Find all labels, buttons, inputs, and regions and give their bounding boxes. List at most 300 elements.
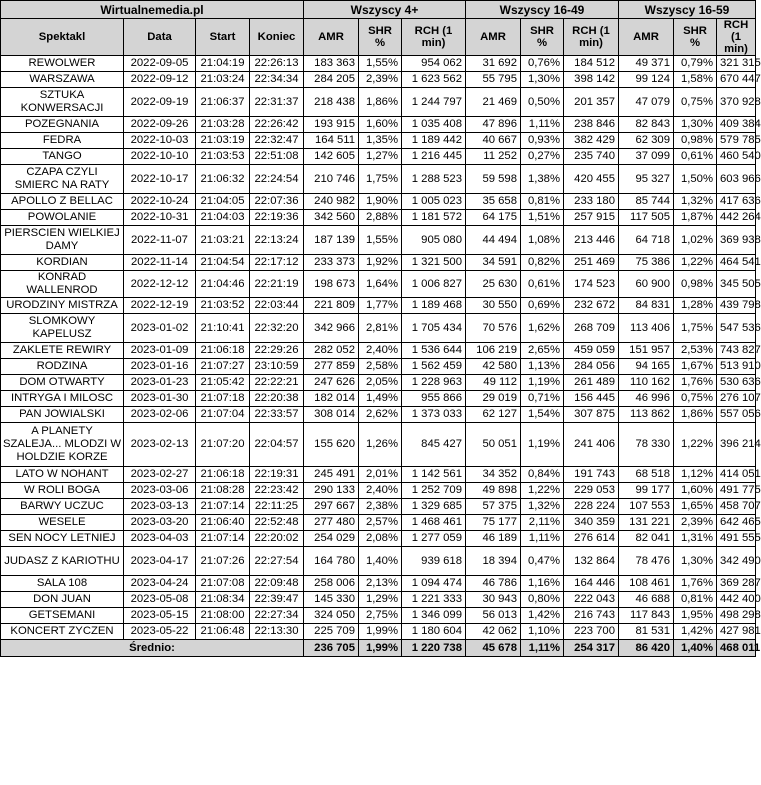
cell-rch: 579 785 <box>717 133 756 149</box>
cell-amr: 342 560 <box>304 210 359 226</box>
cell-end: 22:32:47 <box>250 133 304 149</box>
cell-amr: 155 620 <box>304 423 359 467</box>
cell-rch: 284 056 <box>564 359 619 375</box>
cell-shr: 1,67% <box>674 359 717 375</box>
cell-amr: 145 330 <box>304 592 359 608</box>
table-row <box>1 359 756 375</box>
cell-shr: 1,35% <box>359 133 402 149</box>
cell-start: 21:08:00 <box>196 608 250 624</box>
cell-rch: 232 672 <box>564 298 619 314</box>
cell-shr: 2,57% <box>359 515 402 531</box>
cell-rch: 184 512 <box>564 56 619 72</box>
cell-rch: 530 636 <box>717 375 756 391</box>
table-row <box>1 133 756 149</box>
cell-rch: 460 540 <box>717 149 756 165</box>
cell-start: 21:04:03 <box>196 210 250 226</box>
cell-shr: 0,84% <box>521 467 564 483</box>
cell-shr: 1,62% <box>521 314 564 343</box>
cell-end: 22:52:48 <box>250 515 304 531</box>
cell-shr: 1,40% <box>359 547 402 576</box>
cell-title: W ROLI BOGA <box>1 483 124 499</box>
cell-shr: 1,90% <box>359 194 402 210</box>
cell-title: KONRAD WALLENROD <box>1 271 124 298</box>
cell-title: ZAKLETE REWIRY <box>1 343 124 359</box>
cell-end: 22:32:20 <box>250 314 304 343</box>
cell-date: 2022-10-24 <box>124 194 196 210</box>
cell-amr: 82 843 <box>619 117 674 133</box>
cell-shr: 1,58% <box>674 72 717 88</box>
cell-shr: 1,02% <box>674 226 717 255</box>
cell-rch: 1 189 468 <box>402 298 466 314</box>
cell-date: 2023-03-06 <box>124 483 196 499</box>
cell-rch: 1 244 797 <box>402 88 466 117</box>
cell-end: 22:13:30 <box>250 624 304 640</box>
cell-start: 21:07:14 <box>196 499 250 515</box>
cell-rch: 955 866 <box>402 391 466 407</box>
average-value: 1,99% <box>359 640 402 657</box>
cell-end: 22:21:19 <box>250 271 304 298</box>
cell-shr: 1,30% <box>674 117 717 133</box>
cell-shr: 1,76% <box>674 576 717 592</box>
cell-shr: 1,95% <box>674 608 717 624</box>
cell-amr: 34 591 <box>466 255 521 271</box>
cell-date: 2022-09-12 <box>124 72 196 88</box>
cell-rch: 670 447 <box>717 72 756 88</box>
cell-rch: 216 743 <box>564 608 619 624</box>
cell-start: 21:06:32 <box>196 165 250 194</box>
cell-shr: 0,69% <box>521 298 564 314</box>
cell-rch: 191 743 <box>564 467 619 483</box>
cell-rch: 1 181 572 <box>402 210 466 226</box>
cell-shr: 1,86% <box>359 88 402 117</box>
cell-start: 21:03:28 <box>196 117 250 133</box>
cell-end: 22:26:42 <box>250 117 304 133</box>
source-header: Wirtualnemedia.pl <box>1 1 304 19</box>
cell-shr: 1,29% <box>359 592 402 608</box>
col-header-shr: SHR % <box>521 19 564 56</box>
table-row <box>1 226 756 255</box>
cell-title: DON JUAN <box>1 592 124 608</box>
cell-amr: 11 252 <box>466 149 521 165</box>
cell-rch: 1 288 523 <box>402 165 466 194</box>
cell-shr: 1,12% <box>674 467 717 483</box>
cell-start: 21:05:42 <box>196 375 250 391</box>
cell-start: 21:07:20 <box>196 423 250 467</box>
cell-date: 2023-01-23 <box>124 375 196 391</box>
cell-shr: 1,42% <box>674 624 717 640</box>
cell-rch: 513 910 <box>717 359 756 375</box>
cell-title: WESELE <box>1 515 124 531</box>
cell-shr: 1,42% <box>521 608 564 624</box>
table-row <box>1 149 756 165</box>
cell-rch: 1 623 562 <box>402 72 466 88</box>
cell-start: 21:06:48 <box>196 624 250 640</box>
cell-date: 2023-04-24 <box>124 576 196 592</box>
cell-amr: 78 330 <box>619 423 674 467</box>
cell-date: 2023-05-08 <box>124 592 196 608</box>
cell-shr: 1,65% <box>674 499 717 515</box>
table-row <box>1 576 756 592</box>
table-row <box>1 298 756 314</box>
cell-end: 22:34:34 <box>250 72 304 88</box>
cell-start: 21:07:27 <box>196 359 250 375</box>
cell-rch: 261 489 <box>564 375 619 391</box>
col-header-date: Data <box>124 19 196 56</box>
average-value: 1,11% <box>521 640 564 657</box>
col-header-shr: SHR % <box>359 19 402 56</box>
cell-start: 21:06:18 <box>196 467 250 483</box>
cell-title: INTRYGA I MILOSC <box>1 391 124 407</box>
cell-amr: 55 795 <box>466 72 521 88</box>
cell-shr: 0,79% <box>674 56 717 72</box>
cell-shr: 0,71% <box>521 391 564 407</box>
cell-amr: 221 809 <box>304 298 359 314</box>
cell-amr: 40 667 <box>466 133 521 149</box>
cell-rch: 235 740 <box>564 149 619 165</box>
cell-date: 2023-01-30 <box>124 391 196 407</box>
cell-date: 2022-11-14 <box>124 255 196 271</box>
cell-amr: 82 041 <box>619 531 674 547</box>
cell-shr: 0,76% <box>521 56 564 72</box>
cell-rch: 743 827 <box>717 343 756 359</box>
cell-shr: 0,81% <box>521 194 564 210</box>
cell-amr: 75 177 <box>466 515 521 531</box>
cell-amr: 46 786 <box>466 576 521 592</box>
cell-amr: 35 658 <box>466 194 521 210</box>
cell-rch: 268 709 <box>564 314 619 343</box>
cell-shr: 1,22% <box>674 423 717 467</box>
cell-amr: 290 133 <box>304 483 359 499</box>
cell-amr: 164 511 <box>304 133 359 149</box>
cell-amr: 68 518 <box>619 467 674 483</box>
cell-shr: 1,75% <box>674 314 717 343</box>
table-row <box>1 255 756 271</box>
average-value: 45 678 <box>466 640 521 657</box>
cell-amr: 47 079 <box>619 88 674 117</box>
cell-shr: 2,62% <box>359 407 402 423</box>
cell-rch: 276 614 <box>564 531 619 547</box>
cell-end: 22:07:36 <box>250 194 304 210</box>
cell-shr: 1,51% <box>521 210 564 226</box>
cell-rch: 396 214 <box>717 423 756 467</box>
cell-amr: 60 900 <box>619 271 674 298</box>
cell-amr: 117 843 <box>619 608 674 624</box>
cell-rch: 417 636 <box>717 194 756 210</box>
cell-shr: 1,30% <box>674 547 717 576</box>
cell-shr: 2,08% <box>359 531 402 547</box>
cell-start: 21:08:28 <box>196 483 250 499</box>
cell-rch: 369 938 <box>717 226 756 255</box>
cell-shr: 0,81% <box>674 592 717 608</box>
cell-title: SALA 108 <box>1 576 124 592</box>
average-value: 236 705 <box>304 640 359 657</box>
cell-shr: 1,30% <box>521 72 564 88</box>
cell-shr: 1,13% <box>521 359 564 375</box>
cell-end: 22:19:31 <box>250 467 304 483</box>
table-row <box>1 531 756 547</box>
cell-shr: 2,88% <box>359 210 402 226</box>
table-row <box>1 56 756 72</box>
cell-shr: 1,19% <box>521 375 564 391</box>
cell-amr: 49 898 <box>466 483 521 499</box>
cell-title: PAN JOWIALSKI <box>1 407 124 423</box>
cell-rch: 241 406 <box>564 423 619 467</box>
cell-shr: 1,75% <box>359 165 402 194</box>
cell-title: APOLLO Z BELLAC <box>1 194 124 210</box>
cell-rch: 557 056 <box>717 407 756 423</box>
cell-end: 22:31:37 <box>250 88 304 117</box>
cell-title: BARWY UCZUC <box>1 499 124 515</box>
cell-shr: 2,81% <box>359 314 402 343</box>
cell-end: 22:51:08 <box>250 149 304 165</box>
cell-amr: 64 175 <box>466 210 521 226</box>
table-row <box>1 117 756 133</box>
cell-shr: 1,16% <box>521 576 564 592</box>
cell-date: 2023-02-06 <box>124 407 196 423</box>
cell-shr: 0,61% <box>521 271 564 298</box>
cell-shr: 1,77% <box>359 298 402 314</box>
cell-rch: 442 264 <box>717 210 756 226</box>
cell-start: 21:06:37 <box>196 88 250 117</box>
cell-rch: 229 053 <box>564 483 619 499</box>
cell-shr: 0,80% <box>521 592 564 608</box>
cell-shr: 1,08% <box>521 226 564 255</box>
cell-amr: 245 491 <box>304 467 359 483</box>
cell-shr: 1,38% <box>521 165 564 194</box>
cell-title: SEN NOCY LETNIEJ <box>1 531 124 547</box>
cell-shr: 1,87% <box>674 210 717 226</box>
cell-rch: 370 928 <box>717 88 756 117</box>
cell-amr: 46 189 <box>466 531 521 547</box>
cell-rch: 164 446 <box>564 576 619 592</box>
cell-amr: 113 862 <box>619 407 674 423</box>
cell-amr: 64 718 <box>619 226 674 255</box>
cell-end: 22:24:54 <box>250 165 304 194</box>
cell-title: FEDRA <box>1 133 124 149</box>
cell-date: 2022-12-12 <box>124 271 196 298</box>
cell-amr: 258 006 <box>304 576 359 592</box>
cell-shr: 1,32% <box>674 194 717 210</box>
cell-shr: 1,11% <box>521 531 564 547</box>
cell-amr: 21 469 <box>466 88 521 117</box>
cell-date: 2022-11-07 <box>124 226 196 255</box>
cell-date: 2022-09-19 <box>124 88 196 117</box>
cell-shr: 1,64% <box>359 271 402 298</box>
cell-shr: 0,98% <box>674 271 717 298</box>
table-row <box>1 375 756 391</box>
cell-amr: 247 626 <box>304 375 359 391</box>
cell-rch: 939 618 <box>402 547 466 576</box>
cell-amr: 50 051 <box>466 423 521 467</box>
cell-start: 21:04:54 <box>196 255 250 271</box>
cell-shr: 1,50% <box>674 165 717 194</box>
cell-rch: 547 536 <box>717 314 756 343</box>
cell-shr: 2,13% <box>359 576 402 592</box>
cell-rch: 1 006 827 <box>402 271 466 298</box>
cell-shr: 1,27% <box>359 149 402 165</box>
cell-date: 2023-01-09 <box>124 343 196 359</box>
cell-shr: 2,40% <box>359 483 402 499</box>
table-row <box>1 547 756 576</box>
cell-title: TANGO <box>1 149 124 165</box>
cell-date: 2022-10-17 <box>124 165 196 194</box>
cell-amr: 57 375 <box>466 499 521 515</box>
cell-date: 2023-04-03 <box>124 531 196 547</box>
cell-date: 2023-03-20 <box>124 515 196 531</box>
table-row <box>1 483 756 499</box>
cell-title: KONCERT ZYCZEN <box>1 624 124 640</box>
cell-rch: 458 707 <box>717 499 756 515</box>
cell-amr: 29 019 <box>466 391 521 407</box>
cell-rch: 459 059 <box>564 343 619 359</box>
cell-date: 2022-09-05 <box>124 56 196 72</box>
group-header-all-4plus: Wszyscy 4+ <box>304 1 466 19</box>
cell-rch: 442 400 <box>717 592 756 608</box>
cell-date: 2023-03-13 <box>124 499 196 515</box>
cell-title: CZAPA CZYLI SMIERC NA RATY <box>1 165 124 194</box>
cell-shr: 1,86% <box>674 407 717 423</box>
cell-rch: 345 505 <box>717 271 756 298</box>
cell-rch: 382 429 <box>564 133 619 149</box>
cell-amr: 277 859 <box>304 359 359 375</box>
cell-amr: 59 598 <box>466 165 521 194</box>
col-header-rch: RCH (1 min) <box>717 19 756 56</box>
cell-title: LATO W NOHANT <box>1 467 124 483</box>
cell-date: 2022-10-03 <box>124 133 196 149</box>
cell-shr: 2,58% <box>359 359 402 375</box>
cell-date: 2022-09-26 <box>124 117 196 133</box>
cell-amr: 81 531 <box>619 624 674 640</box>
cell-amr: 225 709 <box>304 624 359 640</box>
cell-shr: 2,53% <box>674 343 717 359</box>
average-label: Średnio: <box>1 640 304 657</box>
cell-start: 21:07:18 <box>196 391 250 407</box>
cell-shr: 1,60% <box>359 117 402 133</box>
cell-amr: 99 124 <box>619 72 674 88</box>
cell-date: 2023-01-16 <box>124 359 196 375</box>
table-row <box>1 343 756 359</box>
cell-rch: 1 346 099 <box>402 608 466 624</box>
cell-start: 21:04:19 <box>196 56 250 72</box>
cell-shr: 1,22% <box>674 255 717 271</box>
cell-amr: 107 553 <box>619 499 674 515</box>
cell-end: 22:03:44 <box>250 298 304 314</box>
average-row <box>1 640 756 657</box>
cell-rch: 251 469 <box>564 255 619 271</box>
table-body <box>1 56 761 640</box>
cell-end: 22:17:12 <box>250 255 304 271</box>
cell-amr: 30 943 <box>466 592 521 608</box>
cell-end: 22:22:21 <box>250 375 304 391</box>
cell-amr: 308 014 <box>304 407 359 423</box>
cell-amr: 70 576 <box>466 314 521 343</box>
average-value: 254 317 <box>564 640 619 657</box>
cell-rch: 603 966 <box>717 165 756 194</box>
cell-shr: 2,05% <box>359 375 402 391</box>
cell-shr: 2,75% <box>359 608 402 624</box>
cell-rch: 1 329 685 <box>402 499 466 515</box>
cell-rch: 1 094 474 <box>402 576 466 592</box>
cell-title: RODZINA <box>1 359 124 375</box>
col-header-amr: AMR <box>466 19 521 56</box>
col-header-rch: RCH (1 min) <box>402 19 466 56</box>
cell-shr: 2,01% <box>359 467 402 483</box>
cell-shr: 2,38% <box>359 499 402 515</box>
cell-amr: 99 177 <box>619 483 674 499</box>
cell-amr: 187 139 <box>304 226 359 255</box>
cell-rch: 491 775 <box>717 483 756 499</box>
cell-shr: 0,93% <box>521 133 564 149</box>
cell-shr: 0,47% <box>521 547 564 576</box>
cell-rch: 369 287 <box>717 576 756 592</box>
cell-shr: 0,61% <box>674 149 717 165</box>
cell-rch: 464 541 <box>717 255 756 271</box>
cell-rch: 420 455 <box>564 165 619 194</box>
cell-end: 22:29:26 <box>250 343 304 359</box>
cell-rch: 1 005 023 <box>402 194 466 210</box>
table-row <box>1 499 756 515</box>
cell-rch: 1 277 059 <box>402 531 466 547</box>
cell-title: URODZINY MISTRZA <box>1 298 124 314</box>
cell-start: 21:03:53 <box>196 149 250 165</box>
cell-shr: 1,92% <box>359 255 402 271</box>
col-header-amr: AMR <box>304 19 359 56</box>
cell-amr: 78 476 <box>619 547 674 576</box>
cell-date: 2023-05-22 <box>124 624 196 640</box>
cell-date: 2023-04-17 <box>124 547 196 576</box>
table-row <box>1 88 756 117</box>
cell-amr: 47 896 <box>466 117 521 133</box>
cell-rch: 276 107 <box>717 391 756 407</box>
cell-rch: 409 384 <box>717 117 756 133</box>
cell-amr: 37 099 <box>619 149 674 165</box>
cell-rch: 340 359 <box>564 515 619 531</box>
cell-rch: 342 490 <box>717 547 756 576</box>
cell-shr: 1,32% <box>521 499 564 515</box>
cell-rch: 201 357 <box>564 88 619 117</box>
cell-shr: 1,31% <box>674 531 717 547</box>
col-header-amr: AMR <box>619 19 674 56</box>
cell-title: POWOLANIE <box>1 210 124 226</box>
cell-amr: 49 371 <box>619 56 674 72</box>
average-value: 86 420 <box>619 640 674 657</box>
cell-title: WARSZAWA <box>1 72 124 88</box>
cell-amr: 30 550 <box>466 298 521 314</box>
cell-end: 22:27:34 <box>250 608 304 624</box>
cell-title: DOM OTWARTY <box>1 375 124 391</box>
cell-start: 21:06:40 <box>196 515 250 531</box>
group-header-row <box>1 1 756 19</box>
table-row <box>1 608 756 624</box>
cell-rch: 132 864 <box>564 547 619 576</box>
cell-amr: 297 667 <box>304 499 359 515</box>
cell-shr: 1,60% <box>674 483 717 499</box>
cell-amr: 85 744 <box>619 194 674 210</box>
cell-shr: 0,75% <box>674 88 717 117</box>
cell-start: 21:07:04 <box>196 407 250 423</box>
cell-end: 23:10:59 <box>250 359 304 375</box>
cell-amr: 95 327 <box>619 165 674 194</box>
cell-rch: 1 468 461 <box>402 515 466 531</box>
cell-amr: 42 580 <box>466 359 521 375</box>
cell-title: A PLANETY SZALEJA... MLODZI W HOLDZIE KORZE <box>1 423 124 467</box>
cell-start: 21:06:18 <box>196 343 250 359</box>
cell-start: 21:07:14 <box>196 531 250 547</box>
cell-date: 2022-10-10 <box>124 149 196 165</box>
cell-amr: 142 605 <box>304 149 359 165</box>
table-row <box>1 391 756 407</box>
cell-amr: 182 014 <box>304 391 359 407</box>
